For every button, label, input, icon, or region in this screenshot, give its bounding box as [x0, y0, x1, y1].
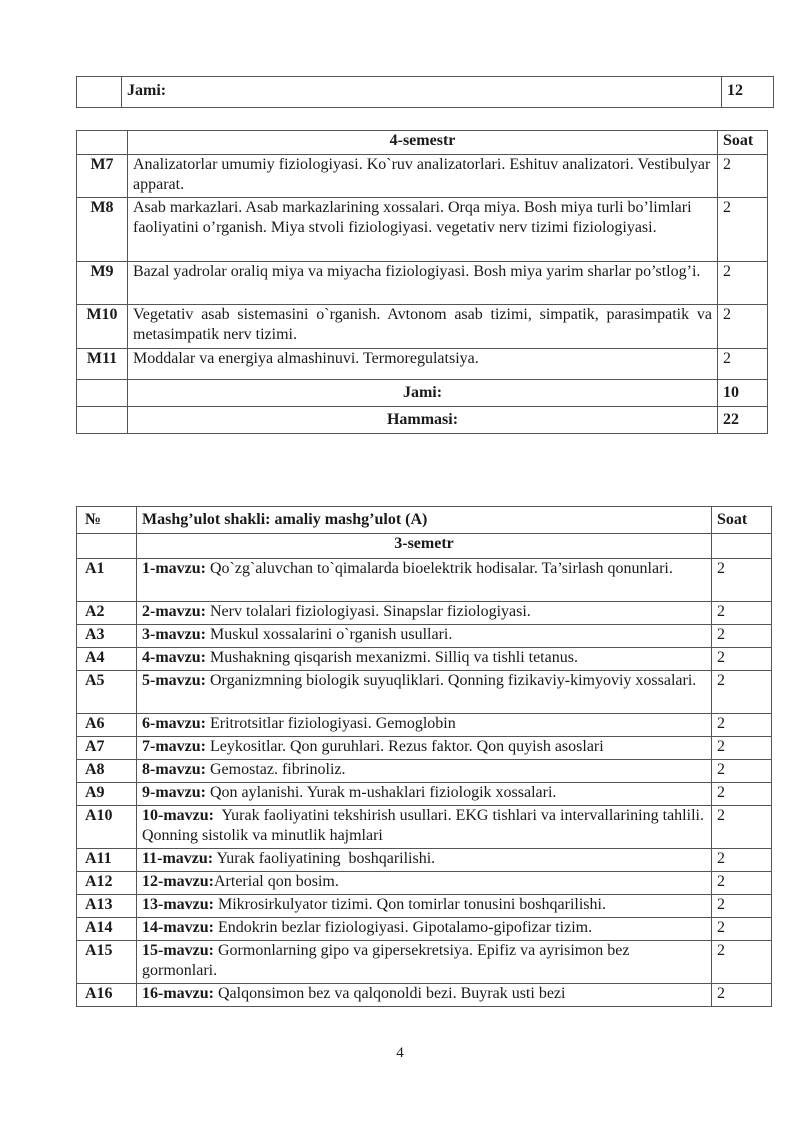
session-code: A10 [77, 806, 137, 849]
topic-label: 15-mavzu: [142, 942, 214, 959]
session-hours: 2 [712, 872, 772, 895]
topic-label: 11-mavzu: [142, 850, 214, 867]
lecture-code: M10 [77, 305, 128, 349]
topic-text: Arterial qon bosim. [213, 873, 339, 890]
topic-label: 7-mavzu: [142, 738, 206, 755]
topic-label: 8-mavzu: [142, 761, 206, 778]
practical-sessions-table [76, 506, 772, 1007]
session-text [137, 559, 712, 602]
table-row [77, 671, 772, 714]
session-hours: 2 [712, 671, 772, 714]
empty-cell [77, 77, 122, 108]
session-text [137, 714, 712, 737]
session-text [137, 895, 712, 918]
table-row [77, 895, 772, 918]
lecture-code: M8 [77, 198, 128, 262]
table-row [77, 714, 772, 737]
topic-label: 2-mavzu: [142, 603, 206, 620]
grand-total-value: 22 [718, 407, 768, 434]
empty-cell [77, 534, 137, 559]
total-value: 12 [722, 77, 774, 108]
session-hours: 2 [712, 737, 772, 760]
empty-cell [77, 380, 128, 407]
topic-label: 3-mavzu: [142, 626, 206, 643]
session-text [137, 648, 712, 671]
session-code: A12 [77, 872, 137, 895]
lecture-hours: 2 [718, 262, 768, 305]
topic-text: Gemostaz. fibrinoliz. [205, 761, 346, 778]
lecture-hours: 2 [718, 198, 768, 262]
session-text [137, 849, 712, 872]
session-text [137, 602, 712, 625]
session-hours: 2 [712, 714, 772, 737]
session-hours: 2 [712, 783, 772, 806]
session-code: A16 [77, 984, 137, 1007]
topic-label: 6-mavzu: [142, 715, 206, 732]
topic-text: Qo`zg`aluvchan to`qimalarda bioelektrik hodisalar. Ta’sirlash qonunlari. [205, 560, 673, 577]
lecture-text: Vegetativ asab sistemasini o`rganish. Avtonom asab tizimi, simpatik, parasimpatik va metasimpatik nerv tizimi. [128, 305, 718, 349]
semester-title: 4-semestr [128, 131, 718, 155]
table-row [77, 262, 768, 305]
lecture-hours: 2 [718, 155, 768, 198]
topic-label: 14-mavzu: [142, 919, 214, 936]
topic-text: Yurak faoliyatining boshqarilishi. [213, 850, 436, 867]
session-hours: 2 [712, 760, 772, 783]
table-row [77, 760, 772, 783]
number-header: № [77, 507, 137, 534]
empty-cell [77, 131, 128, 155]
session-code: A1 [77, 559, 137, 602]
total-row [77, 380, 768, 407]
topic-text: Eritrotsitlar fiziologiyasi. Gemoglobin [205, 715, 456, 732]
lecture-code: M7 [77, 155, 128, 198]
table-row [77, 941, 772, 984]
topic-text: Qalqonsimon bez va qalqonoldi bezi. Buyrak usti bezi [213, 985, 566, 1002]
lecture-text: Moddalar va energiya almashinuvi. Termoregulatsiya. [128, 349, 718, 380]
session-code: A7 [77, 737, 137, 760]
table-row [77, 872, 772, 895]
session-hours: 2 [712, 806, 772, 849]
hours-header: Soat [712, 507, 772, 534]
table-row [77, 77, 774, 108]
session-code: A15 [77, 941, 137, 984]
table-header-row [77, 131, 768, 155]
semester-row [77, 534, 772, 559]
topic-label: 10-mavzu: [142, 807, 214, 824]
session-code: A14 [77, 918, 137, 941]
table-row [77, 783, 772, 806]
session-code: A9 [77, 783, 137, 806]
session-text [137, 625, 712, 648]
topic-label: 16-mavzu: [142, 985, 214, 1002]
topic-text: Qon aylanishi. Yurak m-ushaklari fiziologik xossalari. [205, 784, 557, 801]
table-row [77, 602, 772, 625]
empty-cell [712, 534, 772, 559]
session-hours: 2 [712, 941, 772, 984]
table-row [77, 559, 772, 602]
topic-label: 5-mavzu: [142, 672, 206, 689]
session-text [137, 760, 712, 783]
semester-label: 3-semetr [137, 534, 712, 559]
topic-text: Mushakning qisqarish mexanizmi. Silliq va tishli tetanus. [205, 649, 578, 666]
session-hours: 2 [712, 625, 772, 648]
table-row [77, 648, 772, 671]
topic-text: Mikrosirkulyator tizimi. Qon tomirlar tonusini boshqarilishi. [213, 896, 606, 913]
topic-text: Leykositlar. Qon guruhlari. Rezus faktor. Qon quyish asoslari [205, 738, 604, 755]
lecture-text: Asab markazlari. Asab markazlarining xossalari. Orqa miya. Bosh miya turli bo’limlari faoliyatini o’rganish. Miya stvoli fiziologiyasi. vegetativ nerv tizimi fiziologiyasi. [128, 198, 718, 262]
lecture-hours: 2 [718, 349, 768, 380]
session-hours: 2 [712, 849, 772, 872]
topic-text: Organizmning biologik suyuqliklari. Qonning fizikaviy-kimyoviy xossalari. [205, 672, 697, 689]
session-type-header: Mashg’ulot shakli: amaliy mashg’ulot (A) [137, 507, 712, 534]
session-hours: 2 [712, 984, 772, 1007]
session-hours: 2 [712, 602, 772, 625]
session-code: A13 [77, 895, 137, 918]
session-code: A5 [77, 671, 137, 714]
empty-cell [77, 407, 128, 434]
total-label: Jami: [128, 380, 718, 407]
session-code: A11 [77, 849, 137, 872]
session-text [137, 941, 712, 984]
summary-table-top [76, 76, 774, 108]
topic-text: Gormonlarning gipo va gipersekretsiya. Epifiz va ayrisimon bez gormonlari. [142, 942, 630, 979]
table-row [77, 806, 772, 849]
table-row [77, 984, 772, 1007]
total-label: Jami: [122, 77, 722, 108]
semester4-table [76, 130, 768, 434]
table-row [77, 198, 768, 262]
session-hours: 2 [712, 895, 772, 918]
session-text [137, 671, 712, 714]
session-text [137, 918, 712, 941]
session-code: A8 [77, 760, 137, 783]
topic-text: Nerv tolalari fiziologiyasi. Sinapslar fiziologiyasi. [205, 603, 531, 620]
table-row [77, 625, 772, 648]
session-text [137, 872, 712, 895]
session-code: A4 [77, 648, 137, 671]
lecture-hours: 2 [718, 305, 768, 349]
topic-text: Endokrin bezlar fiziologiyasi. Gipotalamo-gipofizar tizim. [213, 919, 593, 936]
topic-text: Muskul xossalarini o`rganish usullari. [205, 626, 453, 643]
table-row [77, 849, 772, 872]
session-hours: 2 [712, 648, 772, 671]
session-text [137, 806, 712, 849]
grand-total-row [77, 407, 768, 434]
topic-label: 12-mavzu: [142, 873, 214, 890]
topic-label: 4-mavzu: [142, 649, 206, 666]
lecture-text: Analizatorlar umumiy fiziologiyasi. Ko`ruv analizatorlari. Eshituv analizatori. Vestibulyar apparat. [128, 155, 718, 198]
topic-text: Yurak faoliyatini tekshirish usullari. EKG tishlari va intervallarining tahlili. Qonning sistolik va minutlik hajmlari [142, 807, 708, 844]
session-text [137, 783, 712, 806]
lecture-code: M11 [77, 349, 128, 380]
session-hours: 2 [712, 559, 772, 602]
hours-header: Soat [718, 131, 768, 155]
table-row [77, 305, 768, 349]
table-row [77, 349, 768, 380]
topic-label: 1-mavzu: [142, 560, 206, 577]
session-hours: 2 [712, 918, 772, 941]
session-text [137, 737, 712, 760]
table-header-row [77, 507, 772, 534]
table-row [77, 737, 772, 760]
table-row [77, 918, 772, 941]
topic-label: 13-mavzu: [142, 896, 214, 913]
grand-total-label: Hammasi: [128, 407, 718, 434]
session-text [137, 984, 712, 1007]
session-code: A6 [77, 714, 137, 737]
session-code: A3 [77, 625, 137, 648]
total-value: 10 [718, 380, 768, 407]
table-row [77, 155, 768, 198]
page-number: 4 [396, 1045, 404, 1061]
topic-label: 9-mavzu: [142, 784, 206, 801]
session-code: A2 [77, 602, 137, 625]
lecture-text: Bazal yadrolar oraliq miya va miyacha fiziologiyasi. Bosh miya yarim sharlar po’stlog’i. [128, 262, 718, 305]
lecture-code: M9 [77, 262, 128, 305]
